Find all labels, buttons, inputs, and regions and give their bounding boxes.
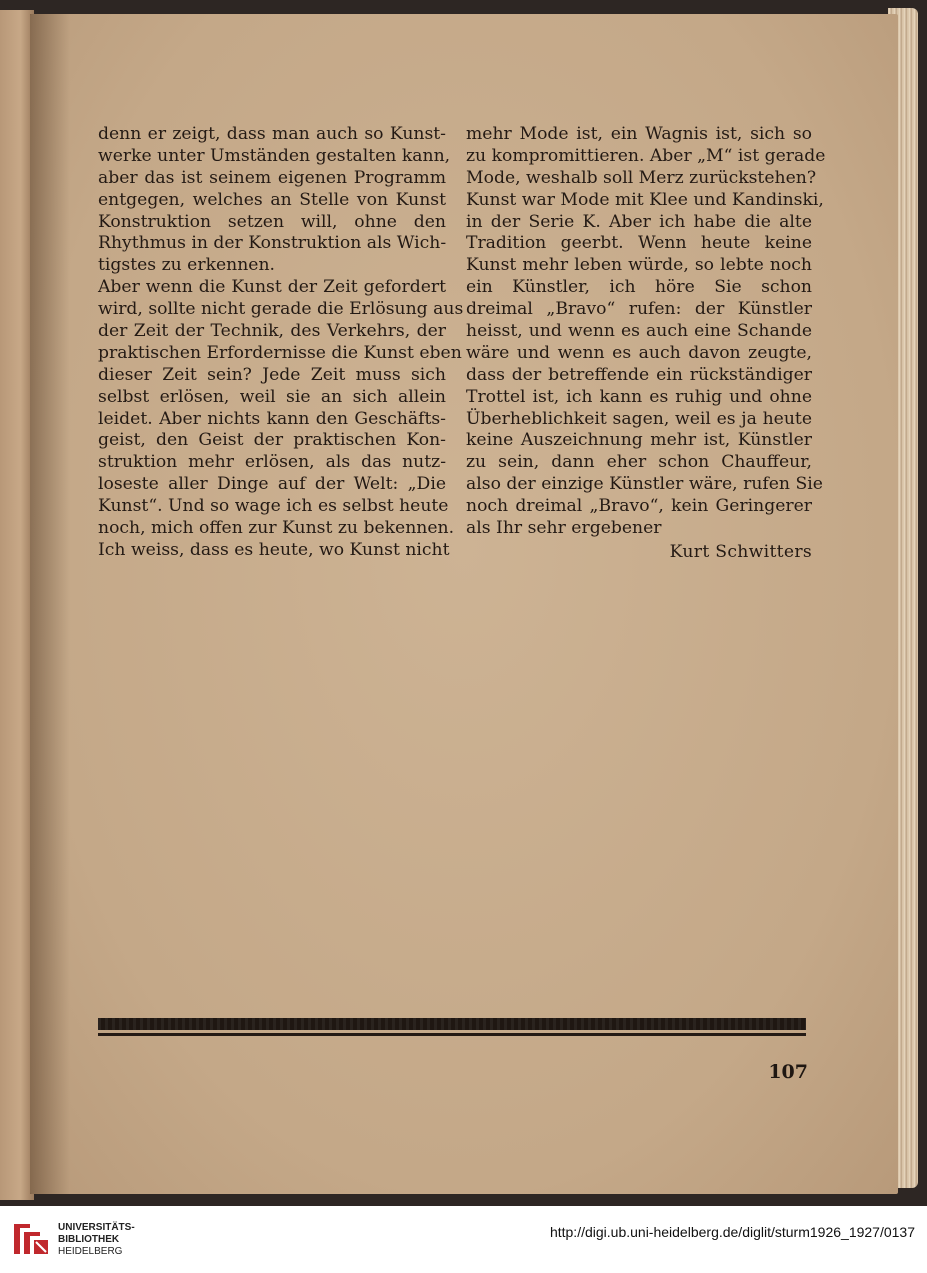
library-logo-icon bbox=[10, 1218, 52, 1260]
text-line: zu sein, dann eher schon Chauffeur, bbox=[466, 452, 812, 473]
text-line: praktischen Erfordernisse die Kunst eben bbox=[98, 342, 462, 363]
text-line: Kunst mehr leben würde, so lebte noch bbox=[466, 255, 812, 276]
text-line: leidet. Aber nichts kann den Geschäfts- bbox=[98, 408, 446, 429]
page-number: 107 bbox=[768, 1061, 808, 1083]
text-line: tigstes zu erkennen. bbox=[98, 255, 275, 276]
text-line: dieser Zeit sein? Jede Zeit muss sich bbox=[98, 364, 446, 385]
text-line: Rhythmus in der Konstruktion als Wich- bbox=[98, 233, 447, 254]
text-line: Kunst war Mode mit Klee und Kandinski, bbox=[466, 189, 824, 210]
text-line: denn er zeigt, dass man auch so Kunst- bbox=[98, 124, 446, 144]
text-line: heisst, und wenn es auch eine Schande bbox=[466, 321, 812, 342]
text-line: Trottel ist, ich kann es ruhig und ohne bbox=[466, 386, 812, 407]
text-line: noch, mich offen zur Kunst zu bekennen. bbox=[98, 518, 455, 539]
text-line: selbst erlösen, weil sie an sich allein bbox=[98, 386, 446, 407]
right-text-column bbox=[466, 124, 826, 564]
text-line: wäre und wenn es auch davon zeugte, bbox=[466, 342, 812, 363]
library-name bbox=[58, 1222, 135, 1258]
text-line: noch dreimal „Bravo“, kein Geringerer bbox=[466, 496, 812, 517]
right-column-lines bbox=[466, 124, 826, 540]
text-line: ein Künstler, ich höre Sie schon bbox=[466, 277, 812, 298]
text-line: struktion mehr erlösen, als das nutz- bbox=[98, 452, 446, 473]
text-line: Mode, weshalb soll Merz zurückstehen? bbox=[466, 167, 817, 188]
library-name-line3: HEIDELBERG bbox=[58, 1246, 123, 1257]
source-url[interactable]: http://digi.ub.uni-heidelberg.de/diglit/sturm1926_1927/0137 bbox=[549, 1224, 915, 1240]
text-line: also der einzige Künstler wäre, rufen Sie bbox=[466, 474, 823, 495]
text-line: loseste aller Dinge auf der Welt: „Die bbox=[98, 474, 446, 495]
text-line: mehr Mode ist, ein Wagnis ist, sich so bbox=[466, 124, 812, 144]
previous-page-edge bbox=[0, 10, 34, 1200]
text-line: dass der betreffende ein rückständiger bbox=[466, 364, 812, 385]
text-line: Tradition geerbt. Wenn heute keine bbox=[466, 233, 812, 254]
text-line: aber das ist seinem eigenen Programm bbox=[98, 167, 446, 188]
footer-bar bbox=[0, 1206, 927, 1273]
library-name-line2: BIBLIOTHEK bbox=[58, 1234, 120, 1245]
author-signature: Kurt Schwitters bbox=[669, 541, 812, 562]
decorative-rule-thick bbox=[98, 1018, 806, 1030]
text-line: Ich weiss, dass es heute, wo Kunst nicht bbox=[98, 539, 450, 560]
text-line: der Zeit der Technik, des Verkehrs, der bbox=[98, 321, 446, 342]
gutter-shadow bbox=[30, 14, 70, 1194]
text-line: zu kompromittieren. Aber „M“ ist gerade bbox=[466, 145, 826, 166]
library-name-line1: UNIVERSITÄTS- bbox=[58, 1222, 135, 1233]
text-line: in der Serie K. Aber ich habe die alte bbox=[466, 211, 812, 232]
text-line: keine Auszeichnung mehr ist, Künstler bbox=[466, 430, 812, 451]
decorative-rule-thin bbox=[98, 1033, 806, 1036]
text-line: geist, den Geist der praktischen Kon- bbox=[98, 430, 446, 451]
text-line: Kunst“. Und so wage ich es selbst heute bbox=[98, 496, 449, 517]
text-line: als Ihr sehr ergebener bbox=[466, 518, 662, 539]
text-line: wird, sollte nicht gerade die Erlösung aus bbox=[98, 299, 464, 320]
text-line: werke unter Umständen gestalten kann, bbox=[98, 145, 451, 166]
left-text-column bbox=[98, 124, 464, 562]
text-line: Aber wenn die Kunst der Zeit gefordert bbox=[98, 277, 446, 298]
text-line: Überheblichkeit sagen, weil es ja heute bbox=[466, 408, 812, 429]
text-line: dreimal „Bravo“ rufen: der Künstler bbox=[466, 299, 812, 320]
text-line: Konstruktion setzen will, ohne den bbox=[98, 211, 446, 232]
text-line: entgegen, welches an Stelle von Kunst bbox=[98, 189, 446, 210]
